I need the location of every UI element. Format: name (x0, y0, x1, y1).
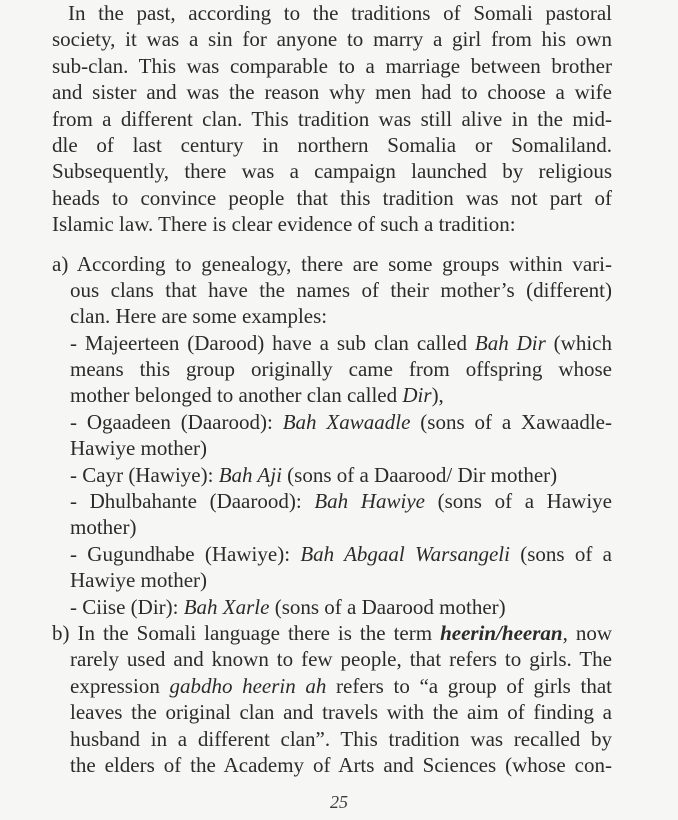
list-item-a (52, 251, 612, 620)
example-line (52, 382, 612, 408)
example-line (52, 541, 612, 567)
text-line: leaves the original clan and travels with the aim of finding a (70, 700, 612, 725)
text-span: - Gugundhabe (Hawiye): (70, 541, 301, 566)
text-span: (sons of a Xawaadle- (410, 409, 612, 434)
example-line (52, 462, 612, 488)
text-line: In the past, according to the traditions of Somali pastoral (68, 1, 612, 25)
list-label: a) (52, 251, 69, 276)
somali-expression: gabdho heerin ah (169, 673, 327, 698)
text-span: (sons of a Daarood/ Dir mother) (281, 462, 558, 487)
text-line: ous clans that have the names of their mother’s (different) (70, 277, 612, 302)
clan-name: Bah Hawiye (314, 489, 425, 514)
text-span: (sons of a Daarood mother) (269, 594, 506, 619)
text-line: society, it was a sin for anyone to marry a girl from his own (52, 27, 612, 52)
text-span: (sons of a Hawiye (424, 489, 612, 514)
text-span: In the Somali language there is the term (77, 620, 441, 645)
intro-paragraph (52, 0, 612, 238)
text-span: - Ciise (Dir): (70, 594, 184, 619)
text-line: husband in a different clan”. This tradition was recalled by (70, 726, 612, 751)
text-span: - Dhulbahante (Daarood): (70, 489, 315, 514)
example-line (52, 409, 612, 435)
clan-name: Dir (402, 383, 432, 408)
text-line: Subsequently, there was a campaign launched by religious (52, 159, 612, 184)
text-span: According to genealogy, there are some groups within vari- (76, 251, 613, 276)
text-span: refers to “a group of girls that (326, 673, 612, 698)
clan-name: Bah Abgaal Warsangeli (300, 541, 510, 566)
text-span: mother belonged to another clan called (70, 383, 403, 408)
text-line: dle of last century in northern Somalia or Somaliland. (52, 132, 612, 157)
text-line: clan. Here are some examples: (70, 304, 328, 329)
example-line: Hawiye mother) (70, 568, 208, 593)
text-span: (sons of a (509, 541, 612, 566)
text-line (52, 673, 612, 699)
clan-name: Bah Xawaadle (282, 409, 411, 434)
text-span: (which (545, 330, 612, 355)
text-span: - Cayr (Hawiye): (70, 462, 219, 487)
text-span: ), (431, 383, 444, 408)
clan-name: Bah Xarle (183, 594, 270, 619)
text-line (52, 620, 612, 646)
text-line: sub-clan. This was comparable to a marriage between brother (52, 53, 612, 78)
page-body (52, 0, 612, 778)
list-label: b) (52, 620, 70, 645)
example-line: mother) (70, 515, 137, 540)
clan-name: Bah Aji (218, 462, 282, 487)
example-line (52, 488, 612, 514)
page-number: 25 (330, 792, 348, 812)
text-line (52, 251, 612, 277)
text-line: heads to convince people that this tradition was not part of (52, 185, 612, 210)
text-line: and sister and was the reason why men had to choose a wife (52, 80, 612, 105)
key-term: heerin/heeran (440, 620, 563, 645)
clan-name: Bah Dir (474, 330, 546, 355)
text-line: the elders of the Academy of Arts and Sciences (whose con- (70, 752, 612, 777)
example-line (52, 594, 612, 620)
example-line: Hawiye mother) (70, 436, 208, 461)
text-span: - Majeerteen (Darood) have a sub clan called (70, 330, 475, 355)
text-span: - Ogaadeen (Daarood): (70, 409, 283, 434)
text-span: expression (70, 673, 170, 698)
text-line: from a different clan. This tradition was still alive in the mid- (52, 106, 612, 131)
example-line (52, 330, 612, 356)
text-line: rarely used and known to few people, that refers to girls. The (70, 647, 612, 672)
example-line: means this group originally came from offspring whose (70, 357, 612, 382)
list-item-b (52, 620, 612, 778)
text-span: , now (562, 620, 612, 645)
text-line: Islamic law. There is clear evidence of such a tradition: (52, 212, 516, 237)
